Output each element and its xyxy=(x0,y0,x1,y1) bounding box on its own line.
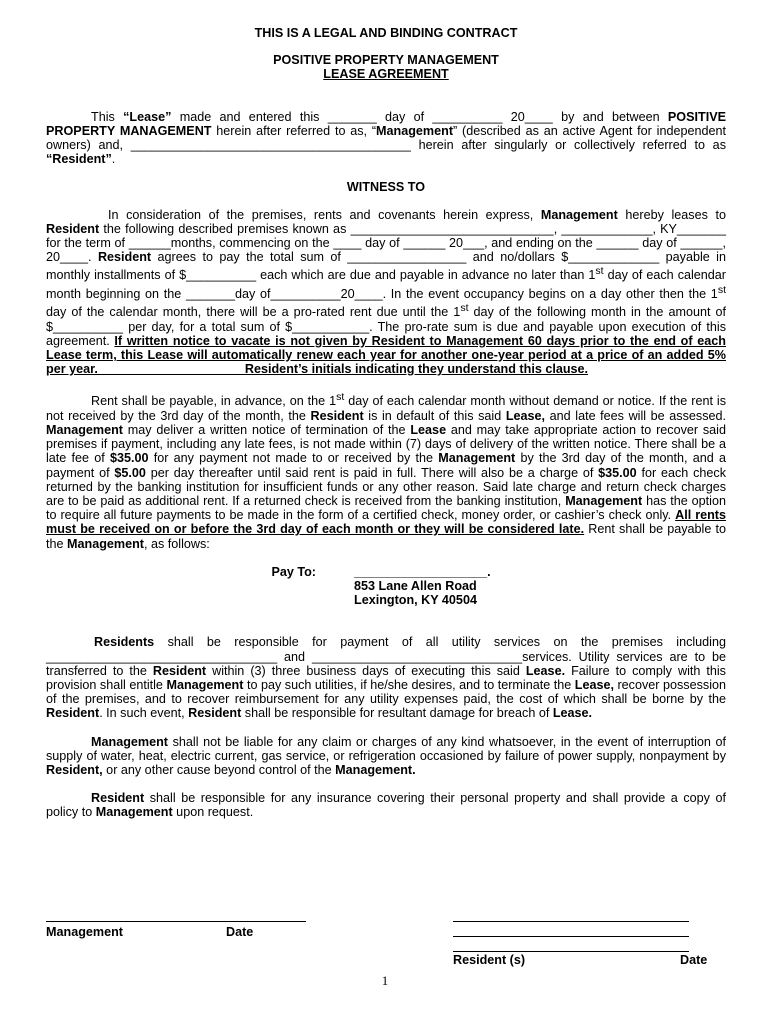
document-title: LEASE AGREEMENT xyxy=(323,67,449,82)
page-number: 1 xyxy=(381,973,389,988)
liability-paragraph: Management shall not be liable for any claim or charges of any kind whatsoever, in the event of interruption of supply of water, heat, electric current, gas service, or refrigeration occasioned by failure of power supply, nonpayment by Resident, or any other cause beyond control of the Management. xyxy=(46,734,726,778)
pay-to-block xyxy=(46,565,726,608)
consideration-paragraph: In consideration of the premises, rents and covenants herein express, Management hereby leases to Resident the following described premises known as _____________________________, _____________, KY_______ for the term of ______months, commencing on the ____ day of ______ 20___, and ending on the ______ day of ______, 20____. Resident agrees to pay the total sum of _________________ and no/dollars $_____________ payable in monthly installments of $__________ each which are due and payable in advance no later than 1st day of each calendar month beginning on the _______day of__________20____. In the event occupancy begins on a day other then the 1st day of the calendar month, there will be a pro-rated rent due until the 1st day of the following month in the amount of $__________ per day, for a total sum of $___________. The pro-rate sum is due and payable upon execution of this agreement. If written notice to vacate is not given by Resident to Management 60 days prior to the end of each Lease term, this Lease will automatically renew each year for another one-year period at a price of an added 5% per year. ____________________ Resident’s initials indicating they understand this clause. xyxy=(46,207,726,377)
company-heading: POSITIVE PROPERTY MANAGEMENT xyxy=(273,53,499,68)
rent-paragraph: Rent shall be payable, in advance, on the 1st day of each calendar month without demand or notice. If the rent is not received by the 3rd day of the month, the Resident is in default of this said Lease, and late fees will be assessed. Management may deliver a written notice of termination of the Lease and may take appropriate action to recover said premises if payment, including any late fees, is not made within (7) days of delivery of the written notice. There shall be a late fee of $35.00 for any payment not made to or received by the Management by the 3rd day of the month, and a payment of $5.00 per day thereafter until said rent is paid in full. There will also be a charge of $35.00 for each check returned by the banking institution for insufficient funds or any other reason. Said late charge and return check charges are to be paid as additional rent. If a returned check is received from the banking institution, Management has the option to require all future payments to be made in the form of a certified check, money order, or cashier’s check only. All rents must be received on or before the 3rd day of each month or they will be considered late. Rent shall be payable to the Management, as follows: xyxy=(46,391,727,551)
pay-to-label: Pay To: xyxy=(271,564,316,579)
resident-date-label: Date xyxy=(680,953,708,967)
management-date-label: Date xyxy=(226,925,254,939)
late-rent-clause: All rents must be received on or before the 3rd day of each month or they will be considered late. xyxy=(46,508,727,537)
resident-signature-label: Resident (s) xyxy=(453,953,526,967)
insurance-paragraph: Resident shall be responsible for any insurance covering their personal property and shall provide a copy of policy to Management upon request. xyxy=(46,791,726,820)
witness-heading: WITNESS TO xyxy=(346,180,426,195)
lease-document xyxy=(46,26,726,820)
auto-renew-clause: If written notice to vacate is not given by Resident to Management 60 days prior to the end of each Lease term, this Lease will automatically renew each year for another one-year period at a price of an added 5% per year. ____________________ Resident’s initials indicating they understand this clause. xyxy=(46,333,726,377)
resident-signature-line-3[interactable] xyxy=(453,951,689,952)
management-signature-line[interactable] xyxy=(46,921,306,922)
utilities-paragraph: Residents shall be responsible for payment of all utility services on the premises including _________________________________ and ______________________________services. Utility services are to be transferred to the Resident within (3) three business days of executing this said Lease. Failure to comply with this provision shall entitle Management to pay such utilities, if he/she desires, and to terminate the Lease, recover possession of the premises, and to recover reimbursement for any utility expenses paid, the cost of which shall be borne by the Resident. In such event, Resident shall be responsible for resultant damage for breach of Lease. xyxy=(46,635,726,721)
resident-signature-line-1[interactable] xyxy=(453,921,689,922)
management-signature-label: Management xyxy=(46,925,123,939)
contract-heading: THIS IS A LEGAL AND BINDING CONTRACT xyxy=(254,26,518,40)
intro-paragraph: This “Lease” made and entered this _______ day of __________ 20____ by and between POSITIVE PROPERTY MANAGEMENT herein after referred to as, “Management” (described as an active Agent for independent owners) and, ________________________________________ herein after singularly or collectively referred to as “Resident”. xyxy=(46,109,727,167)
pay-to-address: ___________________. 853 Lane Allen Road Lexington, KY 40504 xyxy=(354,564,491,608)
resident-signature-line-2[interactable] xyxy=(453,936,689,937)
